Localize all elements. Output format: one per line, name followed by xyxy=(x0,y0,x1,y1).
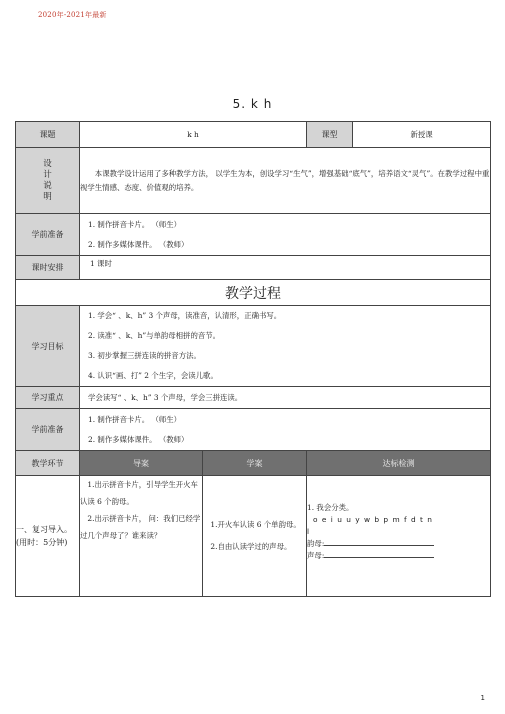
prep2-item: 2. 制作多媒体课件。 （教师） xyxy=(88,434,189,444)
check-letter-l: l xyxy=(307,527,310,536)
stage1-name: 一、复习导入。(用时：5分钟) xyxy=(16,476,80,597)
topic-value: k h xyxy=(80,122,307,148)
design-text: 本课教学设计运用了多种教学方法， 以学生为本，创设学习“生气”，增强基础“底气”，培养语文“灵气”。在教学过程中重视学生情感、态度、价值观的培养。 xyxy=(80,148,491,214)
design-row xyxy=(16,148,491,214)
lesson-title: 5. k h xyxy=(232,97,273,111)
design-label: 设 计 说 明 xyxy=(16,148,80,214)
prep1-row xyxy=(16,214,491,256)
study-item: 2.自由认读学过的声母。 xyxy=(210,542,292,551)
goals-label: 学习目标 xyxy=(16,306,80,387)
goal-item: 3. 初步掌握三拼连读的拼音方法。 xyxy=(88,351,201,360)
focus-row xyxy=(16,387,491,409)
hours-value: 1 课时 xyxy=(80,256,491,280)
goal-item: 4. 认识“画、打” 2 个生字，会读儿歌。 xyxy=(88,371,218,380)
header-note: 2020年-2021年最新 xyxy=(38,11,107,19)
prep2-item: 1. 制作拼音卡片。 （师生） xyxy=(88,414,182,424)
goal-item: 2. 读准“ 、k、h”与单韵母相拼的音节。 xyxy=(88,331,221,340)
col-check: 达标检测 xyxy=(307,451,491,476)
guide-item: 1.出示拼音卡片，引导学生开火车认读 6 个韵母。 xyxy=(80,480,198,506)
stage1-study xyxy=(203,476,307,597)
process-row xyxy=(16,280,491,306)
hours-row xyxy=(16,256,491,280)
prep2-list xyxy=(80,409,491,451)
col-study: 学案 xyxy=(203,451,307,476)
prep2-row xyxy=(16,409,491,451)
study-item: 1.开火车认读 6 个单韵母。 xyxy=(210,520,301,529)
page-number: 1 xyxy=(480,694,485,702)
stage1-guide xyxy=(80,476,203,597)
shengmu-line: 声母: xyxy=(307,550,490,562)
yunmu-line: 韵母: xyxy=(307,538,490,550)
shengmu-blank[interactable] xyxy=(324,550,434,558)
prep1-item: 2. 制作多媒体课件。 （教师） xyxy=(88,239,189,249)
focus-label: 学习重点 xyxy=(16,387,80,409)
topic-label: 课题 xyxy=(16,122,80,148)
goals-row xyxy=(16,306,491,387)
topic-row xyxy=(16,122,491,148)
goal-item: 1. 学会“ 、k、h” 3 个声母，读准音，认清形，正确书写。 xyxy=(88,311,282,320)
focus-value: 学会读写“ 、k、h” 3 个声母，学会三拼连读。 xyxy=(80,387,491,409)
guide-item: 2.出示拼音卡片， 问：我们已经学过几个声母了？谁来读？ xyxy=(80,514,201,540)
prep1-list xyxy=(80,214,491,256)
prep1-label: 学前准备 xyxy=(16,214,80,256)
lesson-table xyxy=(15,121,491,597)
type-value: 新授课 xyxy=(353,122,491,148)
prep2-label: 学前准备 xyxy=(16,409,80,451)
col-stage: 教学环节 xyxy=(16,451,80,476)
stage1-row xyxy=(16,476,491,597)
hours-label: 课时安排 xyxy=(16,256,80,280)
yunmu-blank[interactable] xyxy=(324,538,434,546)
check-line: 1. 我会分类。 xyxy=(307,503,354,512)
stage1-check xyxy=(307,476,491,597)
col-guide: 导案 xyxy=(80,451,203,476)
goals-list xyxy=(80,306,491,387)
columns-row xyxy=(16,451,491,476)
prep1-item: 1. 制作拼音卡片。 （师生） xyxy=(88,219,182,229)
type-label: 课型 xyxy=(307,122,353,148)
process-title: 教学过程 xyxy=(16,280,491,306)
check-letters: o e i u u y w b p m f d t n xyxy=(313,515,433,524)
